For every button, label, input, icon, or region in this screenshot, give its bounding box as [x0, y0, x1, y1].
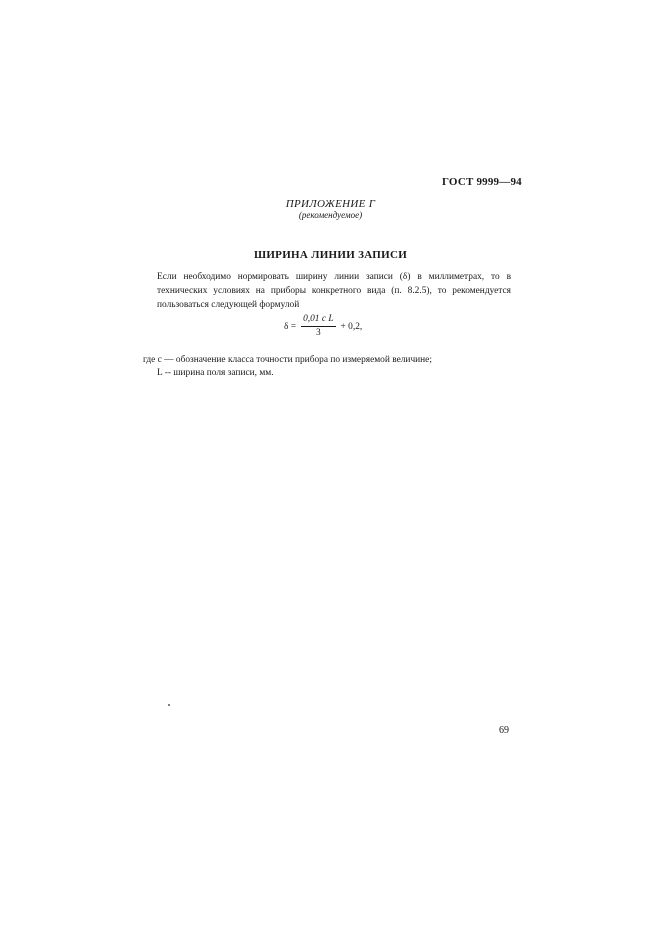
formula-denominator: 3 — [315, 328, 321, 338]
body-paragraph: Если необходимо нормировать ширину линии записи (δ) в миллиметрах, то в технических условиях на приборы конкретного вида (п. 8.2.5), то рекомендуется пользоваться следующей формулой — [157, 272, 511, 310]
formula-lhs: δ = — [284, 321, 297, 332]
formula — [284, 314, 362, 339]
formula-rhs: + 0,2, — [340, 321, 363, 332]
formula-numerator: 0,01 c L — [301, 314, 335, 327]
standard-code: ГОСТ 9999—94 — [442, 176, 522, 188]
page-number: 69 — [499, 725, 509, 736]
scan-speck — [168, 704, 170, 706]
appendix-subtitle: (рекомендуемое) — [298, 210, 363, 220]
appendix-title: ПРИЛОЖЕНИЕ Г — [285, 198, 376, 210]
definition-c: где c — обозначение класса точности прибора по измеряемой величине; — [143, 355, 432, 365]
definition-l: L -- ширина поля записи, мм. — [157, 368, 274, 378]
section-title: ШИРИНА ЛИНИИ ЗАПИСИ — [253, 249, 408, 261]
formula-fraction — [301, 314, 335, 339]
